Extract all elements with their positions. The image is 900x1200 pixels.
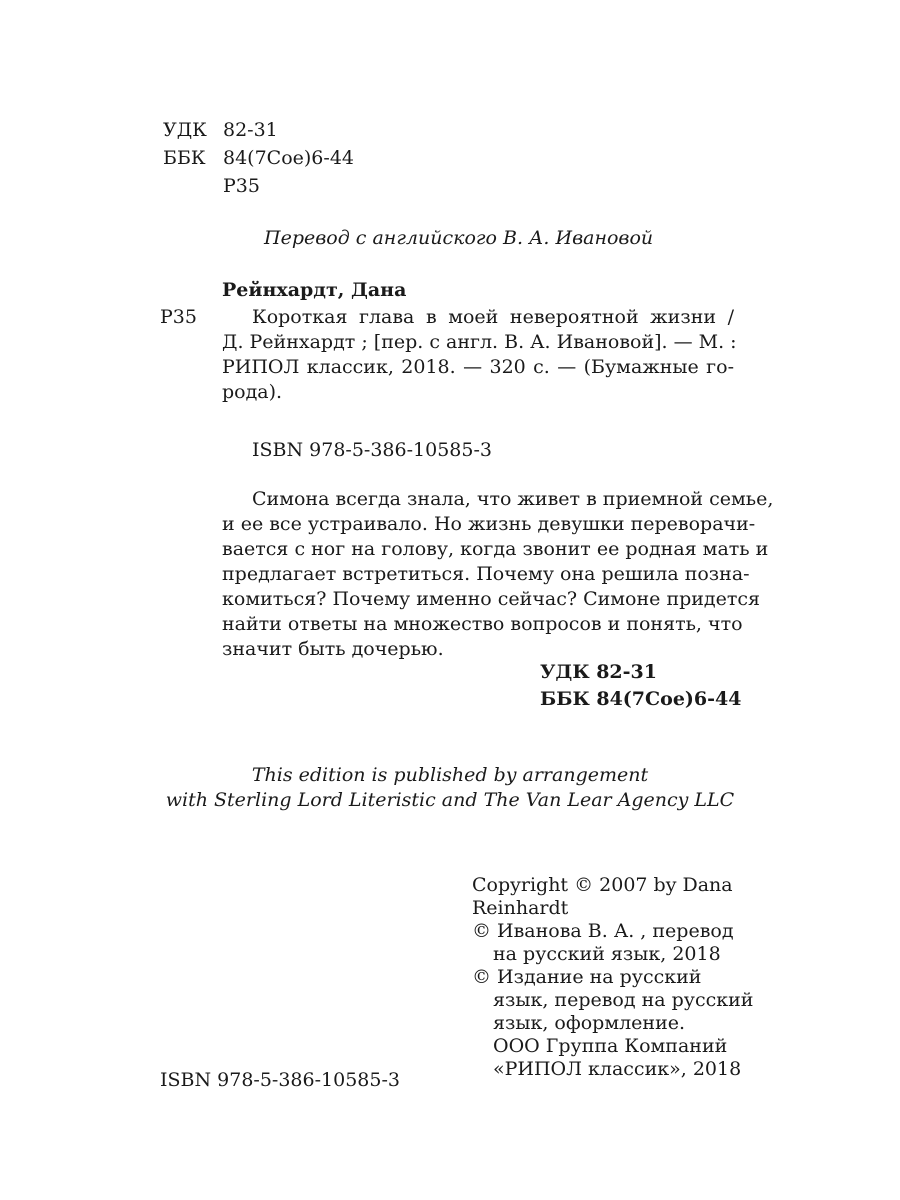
- entry-author-mark: Р35: [160, 306, 197, 328]
- copyright-block: [472, 874, 754, 1081]
- annotation-udk: УДК 82-31: [540, 661, 657, 683]
- entry-heading: Рейнхардт, Дана: [222, 279, 407, 301]
- entry-isbn: ISBN 978-5-386-10585-3: [252, 439, 492, 461]
- udk-value: 82-31: [223, 119, 278, 141]
- edition-note-line2: with Sterling Lord Literistic and The Van Lear Agency LLC: [165, 789, 735, 811]
- annotation-line: вается с ног на голову, когда звонит ее родная мать и: [222, 538, 769, 560]
- annotation-bbk: ББК 84(7Сое)6-44: [540, 688, 742, 710]
- footer-isbn: ISBN 978-5-386-10585-3: [160, 1069, 400, 1091]
- copyright-line: «РИПОЛ классик», 2018: [493, 1058, 742, 1080]
- entry-line: рода).: [222, 381, 283, 403]
- entry-description: [222, 305, 737, 405]
- annotation: [222, 487, 774, 662]
- copyright-line: © Иванова В. А. , перевод: [472, 920, 734, 942]
- bbk-value: 84(7Сое)6-44: [223, 147, 354, 169]
- copyright-line: язык, перевод на русский: [493, 989, 754, 1011]
- entry-line: РИПОЛ классик, 2018. — 320 с. — (Бумажные го-: [222, 356, 734, 378]
- entry-line: Д. Рейнхардт ; [пер. с англ. В. А. Ивановой]. — М. :: [222, 331, 737, 353]
- copyright-line: язык, оформление.: [493, 1012, 686, 1034]
- copyright-line: ООО Группа Компаний: [493, 1035, 728, 1057]
- udk-label: УДК: [163, 119, 207, 141]
- annotation-line: Симона всегда знала, что живет в приемной семье,: [252, 488, 774, 510]
- udk-row: [163, 118, 278, 143]
- annotation-line: и ее все устраивало. Но жизнь девушки переворачи-: [222, 513, 756, 535]
- annotation-line: значит быть дочерью.: [222, 638, 444, 660]
- translation-note: Перевод с английского В. А. Ивановой: [264, 227, 654, 249]
- copyright-line: Copyright © 2007 by Dana: [472, 874, 733, 896]
- annotation-line: найти ответы на множество вопросов и понять, что: [222, 613, 743, 635]
- entry-line: Короткая глава в моей невероятной жизни /: [252, 306, 734, 328]
- bbk-label: ББК: [163, 147, 206, 169]
- annotation-line: комиться? Почему именно сейчас? Симоне придется: [222, 588, 761, 610]
- bbk-row: [163, 146, 354, 171]
- copyright-line: Reinhardt: [472, 897, 569, 919]
- copyright-line: © Издание на русский: [472, 966, 702, 988]
- edition-note-line1: This edition is published by arrangement: [251, 764, 649, 786]
- copyright-line: на русский язык, 2018: [493, 943, 721, 965]
- annotation-line: предлагает встретиться. Почему она решила позна-: [222, 563, 750, 585]
- author-mark-top: Р35: [223, 175, 260, 197]
